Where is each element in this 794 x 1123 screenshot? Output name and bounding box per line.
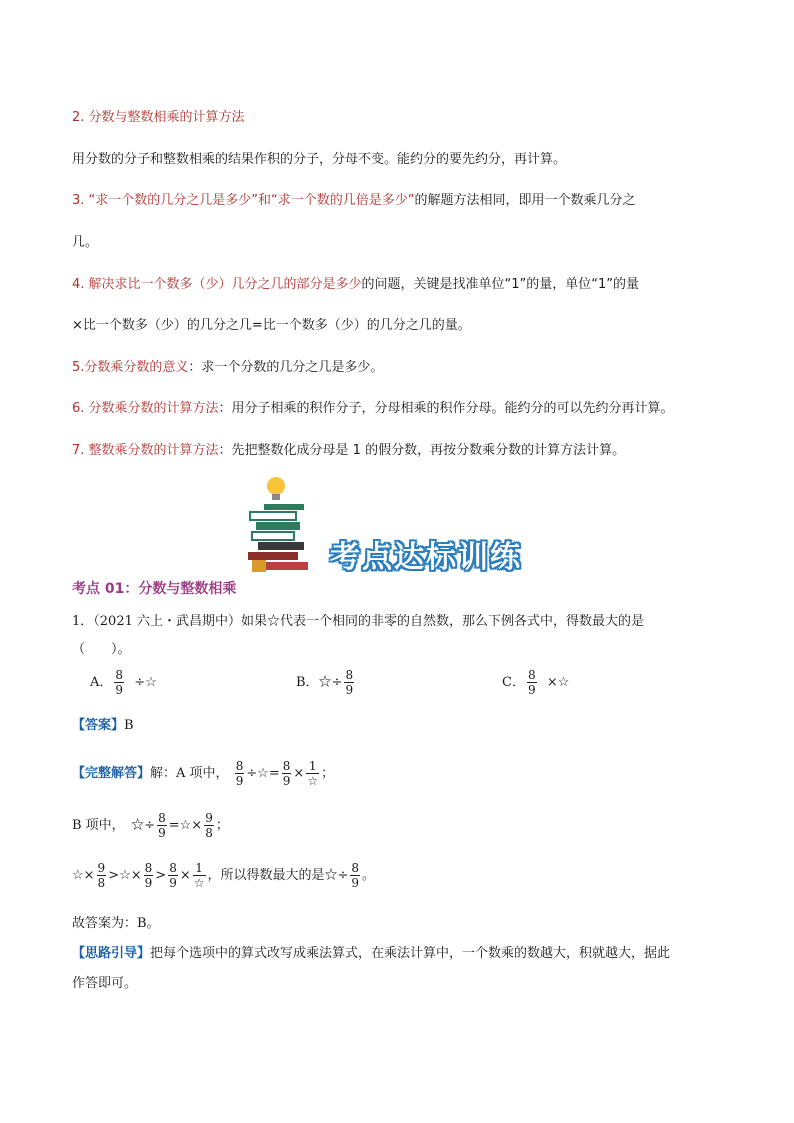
option-b[interactable] bbox=[296, 668, 356, 697]
fraction-8-9 bbox=[157, 811, 167, 840]
point-6-highlight: 6. 分数乘分数的计算方法 bbox=[72, 401, 219, 416]
denominator: 9 bbox=[345, 683, 354, 697]
point-4 bbox=[72, 275, 639, 295]
point-3-number: 3. bbox=[72, 193, 89, 208]
solution-text: ☆× bbox=[72, 868, 95, 883]
denominator: 9 bbox=[144, 876, 153, 890]
point-6-rest: ：用分子相乘的积作分子，分母相乘的积作分母。能约分的可以先约分再计算。 bbox=[218, 401, 674, 416]
fraction-8-9 bbox=[144, 861, 154, 890]
point-7-rest: ：先把整数化成分母是 1 的假分数，再按分数乘分数的计算方法计算。 bbox=[218, 443, 626, 458]
denominator: 9 bbox=[282, 774, 291, 788]
answer-tag: 【答案】 bbox=[72, 718, 125, 733]
denominator: 9 bbox=[158, 826, 166, 840]
option-a-label: A． bbox=[90, 675, 113, 690]
numerator: 8 bbox=[345, 668, 354, 682]
numerator: 1 bbox=[193, 861, 206, 876]
solution-text: ÷☆= bbox=[246, 766, 280, 781]
numerator: 8 bbox=[115, 668, 124, 682]
fraction-8-9 bbox=[282, 759, 292, 788]
point-2-body: 用分数的分子和整数相乘的结果作积的分子，分母不变。能约分的要先约分，再计算。 bbox=[72, 152, 567, 167]
point-5 bbox=[72, 358, 383, 378]
point-4-line2: ×比一个数多（少）的几分之几=比一个数多（少）的几分之几的量。 bbox=[72, 318, 471, 333]
point-5-rest: ：求一个分数的几分之几是多少。 bbox=[188, 360, 384, 375]
denominator: 9 bbox=[115, 683, 124, 697]
solution-text: ； bbox=[215, 818, 229, 833]
hint-text: 把每个选项中的算式改写成乘法算式，在乘法计算中，一个数乘的数越大，积就越大，据此 bbox=[150, 946, 671, 961]
solution-line-1 bbox=[72, 754, 334, 794]
denominator: 9 bbox=[169, 876, 177, 890]
denominator: 8 bbox=[205, 826, 213, 840]
numerator: 8 bbox=[158, 811, 166, 825]
solution-conclusion: 故答案为：B。 bbox=[72, 916, 160, 931]
numerator: 9 bbox=[97, 861, 106, 875]
solution-text: 。 bbox=[362, 868, 376, 883]
point-3-highlight: “求一个数的几分之几是多少”和“求一个数的几倍是多少” bbox=[88, 193, 415, 208]
numerator: 9 bbox=[205, 811, 213, 825]
fraction-8-9 bbox=[168, 861, 178, 890]
point-4-highlight: 4. 解决求比一个数多（少）几分之几的部分是多少 bbox=[72, 277, 362, 292]
numerator: 1 bbox=[306, 759, 319, 774]
solution-line-2 bbox=[72, 806, 229, 846]
denominator: ☆ bbox=[307, 774, 319, 788]
option-c-op: ×☆ bbox=[546, 675, 570, 690]
fraction-8-9 bbox=[350, 861, 360, 890]
point-2-title: 2. 分数与整数相乘的计算方法 bbox=[72, 110, 245, 125]
point-6 bbox=[72, 399, 674, 419]
numerator: 8 bbox=[527, 668, 536, 682]
numerator: 8 bbox=[351, 861, 360, 875]
option-c-label: C． bbox=[502, 675, 525, 690]
option-a[interactable] bbox=[90, 668, 157, 697]
solution-tag: 【完整解答】 bbox=[72, 766, 151, 781]
denominator: 9 bbox=[351, 876, 360, 890]
fraction-8-9 bbox=[527, 668, 537, 697]
denominator: ☆ bbox=[193, 876, 205, 890]
point-4-rest: 的问题，关键是找准单位“1”的量，单位“1”的量 bbox=[361, 277, 640, 292]
hint-line2: 作答即可。 bbox=[72, 976, 138, 991]
point-7 bbox=[72, 441, 625, 461]
numerator: 8 bbox=[235, 759, 244, 773]
point-3-line2: 几。 bbox=[72, 235, 99, 250]
point-5-highlight: 5.分数乘分数的意义 bbox=[72, 360, 189, 375]
point-3 bbox=[72, 191, 636, 211]
solution-text: ； bbox=[321, 766, 335, 781]
option-a-op: ÷☆ bbox=[134, 675, 157, 690]
solution-text: > bbox=[155, 868, 167, 883]
denominator: 9 bbox=[527, 683, 536, 697]
answer-value: B bbox=[124, 718, 134, 733]
banner-title: 考点达标训练 bbox=[330, 540, 522, 575]
numerator: 8 bbox=[144, 861, 153, 875]
answer-row bbox=[72, 716, 134, 736]
solution-text: >☆× bbox=[108, 868, 142, 883]
point-7-highlight: 7. 整数乘分数的计算方法 bbox=[72, 443, 219, 458]
option-b-label: B．☆÷ bbox=[296, 675, 343, 690]
hint-row bbox=[72, 944, 670, 964]
books-lightbulb-icon bbox=[246, 474, 316, 574]
numerator: 8 bbox=[169, 861, 177, 875]
fraction-1-star bbox=[193, 861, 206, 890]
section-banner bbox=[246, 474, 576, 574]
fraction-1-star bbox=[306, 759, 319, 788]
question-stem: 1．（2021 六上・武昌期中）如果☆代表一个相同的非零的自然数，那么下例各式中，得数最大的是 bbox=[72, 614, 644, 629]
fraction-8-9 bbox=[114, 668, 124, 697]
fraction-8-9 bbox=[235, 759, 245, 788]
solution-text: ，所以得数最大的是☆÷ bbox=[207, 868, 349, 883]
solution-text: =☆× bbox=[168, 818, 203, 833]
denominator: 8 bbox=[97, 876, 106, 890]
denominator: 9 bbox=[235, 774, 244, 788]
point-3-rest: 的解题方法相同，即用一个数乘几分之 bbox=[414, 193, 636, 208]
fraction-9-8 bbox=[97, 861, 107, 890]
solution-text: B 项中， ☆÷ bbox=[72, 818, 156, 833]
solution-text: × bbox=[293, 766, 305, 781]
option-c[interactable] bbox=[502, 668, 569, 697]
section-title: 考点 01：分数与整数相乘 bbox=[72, 581, 237, 597]
numerator: 8 bbox=[282, 759, 291, 773]
fraction-8-9 bbox=[344, 668, 354, 697]
solution-text: × bbox=[179, 868, 191, 883]
solution-text: 解：A 项中， bbox=[150, 766, 229, 781]
solution-line-3 bbox=[72, 856, 375, 896]
hint-tag: 【思路引导】 bbox=[72, 946, 151, 961]
question-stem-line2: （ ）。 bbox=[72, 642, 131, 657]
fraction-9-8 bbox=[204, 811, 214, 840]
